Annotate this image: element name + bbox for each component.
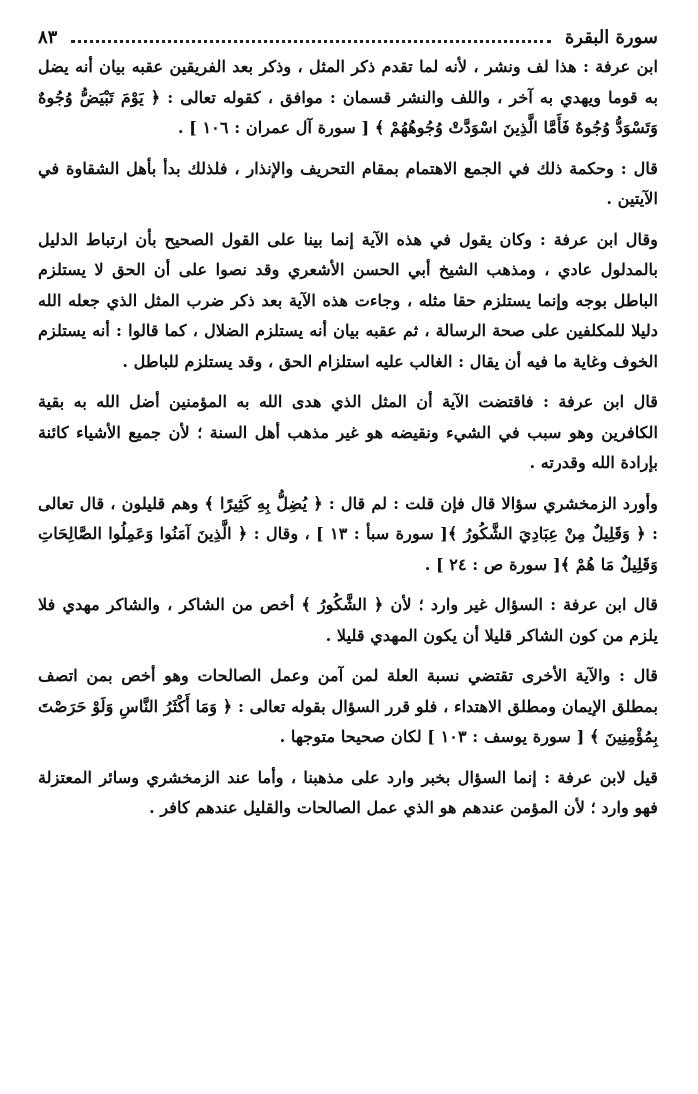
paragraph-8: قيل لابن عرفة : إنما السؤال بخبر وارد على مذهبنا ، وأما عند الزمخشري وسائر المعتزلة فهو وارد ؛ لأن المؤمن عندهم هو الذي عمل الصالحات والقليل عندهم كافر . [38, 767, 658, 817]
paragraph-4: قال ابن عرفة : فاقتضت الآية أن المثل الذي هدى الله به المؤمنين أضل الله به بقية الكافرين وهو سبب في الشيء ونقيضه هو غير مذهب أهل السنة ؛ لأن جميع الأشياء كائنة بإرادة الله وقدرته . [38, 392, 658, 472]
paragraph-7: قال : والآية الأخرى تقتضي نسبة العلة لمن آمن وعمل الصالحات وهو أخص بمن اتصف بمطلق الإيمان ومطلق الاهتداء ، فلو قرر السؤال بقوله تعالى : ﴿ وَمَا أَكْثَرُ النَّاسِ وَلَوْ حَرَصْتَ بِمُؤْمِنِينَ ﴾ [ سورة يوسف : ١٠٣ ] لكان صحيحا متوجها . [38, 666, 658, 746]
header-rule [71, 40, 551, 43]
page-header [38, 22, 658, 52]
paragraph-1: ابن عرفة : هذا لف ونشر ، لأنه لما تقدم ذكر المثل ، وذكر بعد الفريقين عقبه بيان أنه يضل به قوما ويهدي به آخر ، واللف والنشر قسمان : موافق ، كقوله تعالى : ﴿ يَوْمَ تَبْيَضُّ وُجُوهٌ وَتَسْوَدُّ وُجُوهٌ فَأَمَّا الَّذِينَ اسْوَدَّتْ وُجُوهُهُمْ ﴾ [ سورة آل عمران : ١٠٦ ] . [38, 57, 658, 137]
paragraph-2: قال : وحكمة ذلك في الجمع الاهتمام بمقام التحريف والإنذار ، فلذلك بدأ بأهل الشقاوة في الآيتين . [38, 158, 658, 208]
paragraph-6: قال ابن عرفة : السؤال غير وارد ؛ لأن ﴿ الشَّكُورُ ﴾ أخص من الشاكر ، والشاكر مهدي فلا يلزم من كون الشاكر قليلا أن يكون المهدي قليلا . [38, 595, 658, 645]
surah-title: سورة البقرة [564, 26, 658, 48]
paragraph-5: وأورد الزمخشري سؤالا قال فإن قلت : لم قال : ﴿ يُضِلُّ بِهِ كَثِيرًا ﴾ وهم قليلون ، قال تعالى : ﴿ وَقَلِيلٌ مِنْ عِبَادِيَ الشَّكُورُ ﴾[ سورة سبأ : ١٣ ] ، وقال : ﴿ الَّذِينَ آمَنُوا وَعَمِلُوا الصَّالِحَاتِ وَقَلِيلٌ مَا هُمْ ﴾[ سورة ص : ٢٤ ] . [38, 493, 658, 574]
paragraph-3: وقال ابن عرفة : وكان يقول في هذه الآية إنما بينا على القول الصحيح بأن ارتباط الدليل بالمدلول عادي ، ومذهب الشيخ أبي الحسن الأشعري وقد نصوا على أن الحق لا يستلزم الباطل بوجه وإنما يستلزم حقا مثله ، وجاءت هذه الآية بعد ذكر ضرب المثل الذي جعله الله دليلا للمكلفين على صحة الرسالة ، ثم عقبه بيان أنه يستلزم الضلال ، كما قالوا : أنه يستلزم الخوف وغاية ما فيه أن يقال : الغالب عليه استلزام الحق ، وقد يستلزم للباطل . [38, 229, 658, 371]
page-number: ٨٣ [38, 26, 58, 48]
book-page [38, 22, 658, 1072]
